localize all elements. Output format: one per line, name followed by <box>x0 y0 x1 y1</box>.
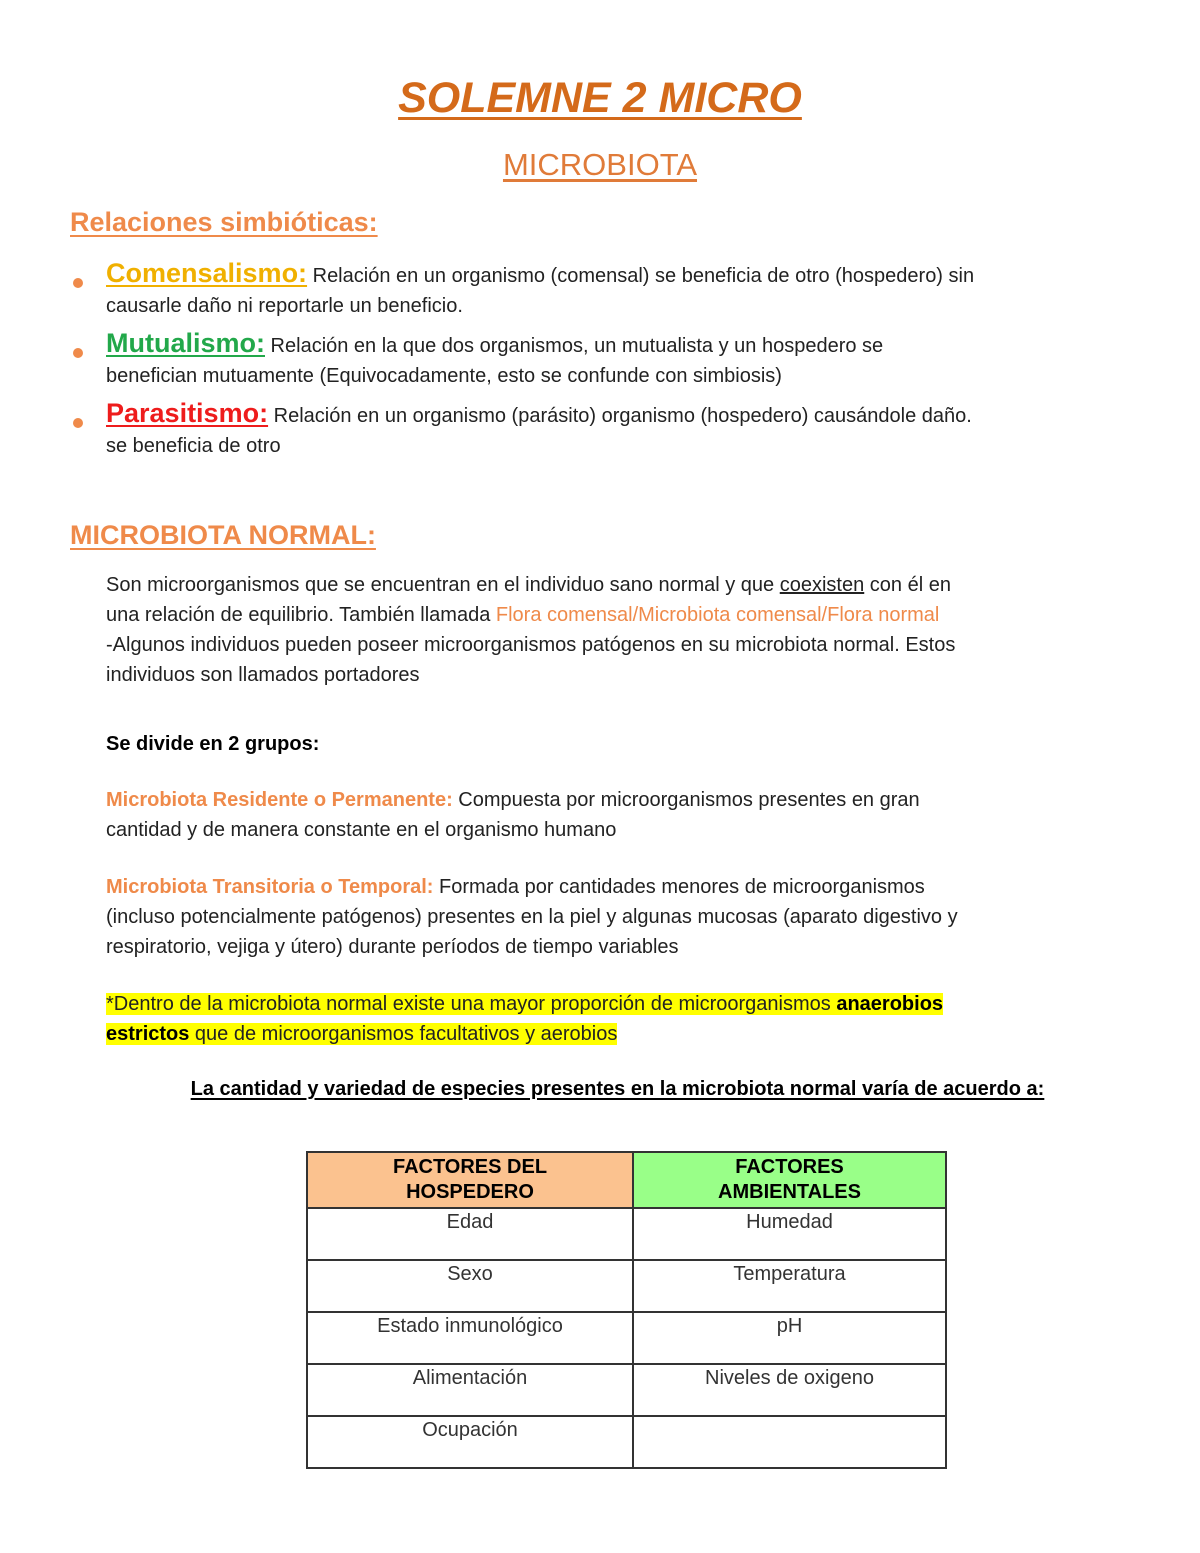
table-cell: Sexo <box>307 1260 633 1312</box>
term-parasitismo: Parasitismo: <box>106 398 269 428</box>
paragraph-text: (incluso potencialmente patógenos) presentes en la piel y algunas mucosas (aparato digestivo y <box>106 906 958 928</box>
table-cell <box>633 1416 946 1468</box>
groups-label: Se divide en 2 grupos: <box>106 733 320 755</box>
note-text <box>106 1023 617 1045</box>
bold-term: anaerobios <box>836 993 944 1015</box>
table-cell: pH <box>633 1312 946 1364</box>
header-text: AMBIENTALES <box>718 1181 861 1203</box>
paragraph-text: *Dentro de la microbiota normal existe una mayor proporción de microorganismos <box>106 993 837 1015</box>
paragraph-text: que de microorganismos facultativos y aerobios <box>189 1023 618 1045</box>
header-text: HOSPEDERO <box>406 1181 534 1203</box>
definition-line: benefician mutuamente (Equivocadamente, esto se confunde con simbiosis) <box>106 365 782 387</box>
table-cell: Humedad <box>633 1208 946 1260</box>
relaciones-heading: Relaciones simbióticas: <box>70 207 378 237</box>
relaciones-list <box>70 258 1140 468</box>
table-cell: Alimentación <box>307 1364 633 1416</box>
header-text: FACTORES DEL <box>392 1156 548 1178</box>
factors-table <box>306 1151 947 1469</box>
variation-heading: La cantidad y variedad de especies presentes en la microbiota normal varía de acuerdo a: <box>190 1078 1045 1100</box>
paragraph-text: con él en <box>864 574 951 596</box>
list-item <box>70 398 1140 461</box>
paragraph-text: cantidad y de manera constante en el organismo humano <box>106 819 617 841</box>
microbiota-normal-heading: MICROBIOTA NORMAL: <box>70 520 376 550</box>
bullet-icon <box>73 278 83 288</box>
note-text <box>106 993 943 1015</box>
paragraph-text: Formada por cantidades menores de microorganismos <box>433 876 925 898</box>
paragraph-text: respiratorio, vejiga y útero) durante períodos de tiempo variables <box>106 936 679 958</box>
term-comensalismo: Comensalismo: <box>106 258 308 288</box>
table-row <box>307 1364 946 1416</box>
microbiota-normal-paragraph <box>106 570 1146 690</box>
term-mutualismo: Mutualismo: <box>106 328 265 358</box>
table-cell: Estado inmunológico <box>307 1312 633 1364</box>
paragraph-text: individuos son llamados portadores <box>106 664 420 686</box>
table-cell: Niveles de oxigeno <box>633 1364 946 1416</box>
table-row <box>307 1208 946 1260</box>
bullet-icon <box>73 348 83 358</box>
table-row <box>307 1312 946 1364</box>
paragraph-text: Son microorganismos que se encuentran en el individuo sano normal y que <box>106 574 780 596</box>
synonyms-text: Flora comensal/Microbiota comensal/Flora normal <box>495 604 940 626</box>
table-cell: Ocupación <box>307 1416 633 1468</box>
transit-paragraph <box>106 872 1146 962</box>
table-header-row <box>307 1152 946 1208</box>
definition-line: Relación en un organismo (parásito) organismo (hospedero) causándole daño. <box>268 405 972 427</box>
table-row <box>307 1416 946 1468</box>
paragraph-text: coexisten <box>779 574 865 596</box>
header-environmental-factors <box>633 1152 946 1208</box>
document-title: SOLEMNE 2 MICRO <box>398 74 802 122</box>
bold-term: estrictos <box>106 1023 190 1045</box>
list-item <box>70 328 1140 391</box>
section-title: MICROBIOTA <box>502 147 698 182</box>
resident-label: Microbiota Residente o Permanente: <box>106 789 453 811</box>
paragraph-text: Compuesta por microorganismos presentes en gran <box>452 789 920 811</box>
paragraph-text: -Algunos individuos pueden poseer microorganismos patógenos en su microbiota normal. Estos <box>106 634 956 656</box>
resident-paragraph <box>106 785 1146 845</box>
definition-line: Relación en un organismo (comensal) se beneficia de otro (hospedero) sin <box>307 265 975 287</box>
bullet-icon <box>73 418 83 428</box>
definition-line: Relación en la que dos organismos, un mutualista y un hospedero se <box>265 335 884 357</box>
table-row <box>307 1260 946 1312</box>
transit-label: Microbiota Transitoria o Temporal: <box>106 876 434 898</box>
highlighted-note <box>106 989 1146 1049</box>
table-cell: Temperatura <box>633 1260 946 1312</box>
definition-line: se beneficia de otro <box>106 435 281 457</box>
list-item <box>70 258 1140 321</box>
definition-line: causarle daño ni reportarle un beneficio. <box>106 295 463 317</box>
paragraph-text: una relación de equilibrio. También llamada <box>106 604 496 626</box>
header-host-factors <box>307 1152 633 1208</box>
table-cell: Edad <box>307 1208 633 1260</box>
header-text: FACTORES <box>735 1156 844 1178</box>
